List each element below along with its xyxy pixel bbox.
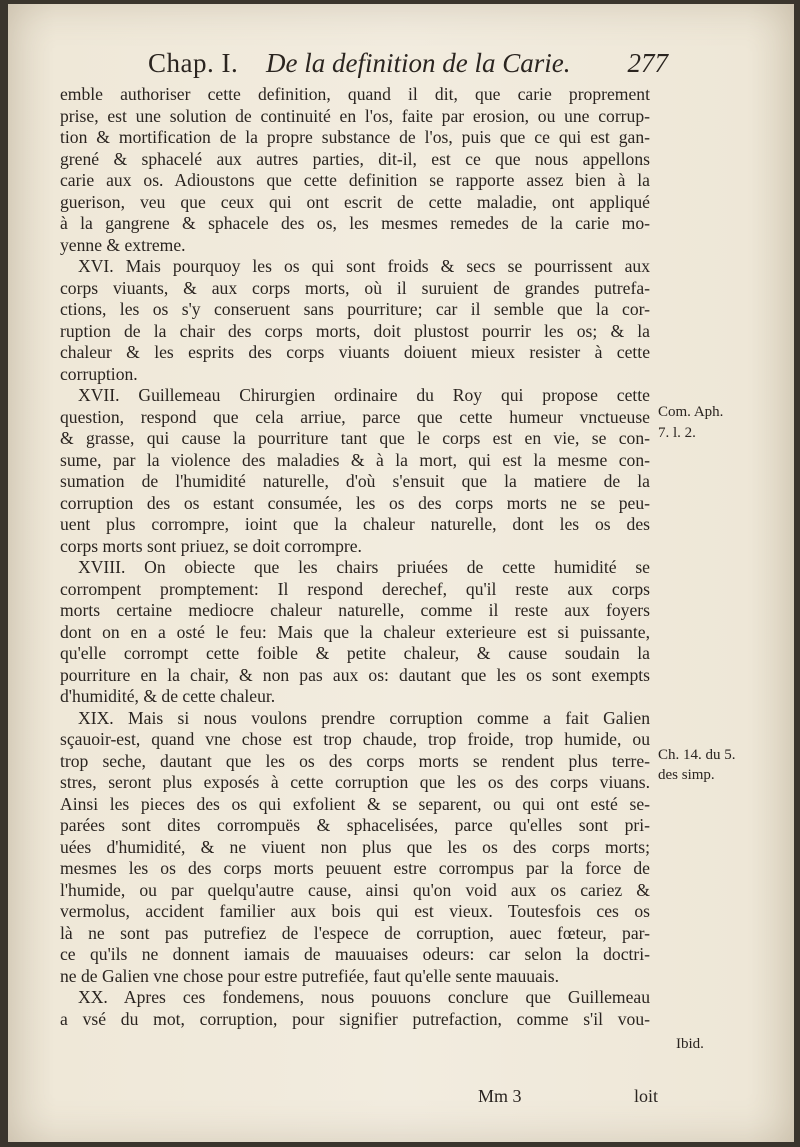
text-line: mesmes les os des corps morts peuuent estre corrompus par la force de xyxy=(60,858,650,878)
text-line: vermolus, accident familier aux bois qui est vieux. Toutesfois ces os xyxy=(60,901,650,921)
text-line: corrompent promptement: Il respond derechef, qu'il reste aux corps xyxy=(60,578,650,599)
text-line: dont on en a osté le feu: Mais que la chaleur exterieure est si puissante, xyxy=(60,621,650,642)
text-line: l'humide, ou par quelqu'autre cause, ainsi qu'on void aux os cariez & xyxy=(60,879,650,900)
paragraph-start: XVI. Mais pourquoy les os qui sont froids & secs se pourrissent aux xyxy=(78,256,650,276)
text-line: guerison, veu que ceux qui ont escrit de cette maladie, ont appliqué xyxy=(60,191,650,212)
text-line: question, respond que cela arriue, parce que cette humeur vnctueuse xyxy=(60,406,650,427)
text-line: corruption des os estant consumée, les os des corps morts ne se peu- xyxy=(60,492,650,513)
text-line: trop seche, dautant que les os des corps morts se rendent plus terre- xyxy=(60,750,650,771)
signature-mark: Mm 3 xyxy=(478,1086,522,1106)
chapter-label: Chap. I. xyxy=(148,48,239,78)
text-line: qu'elle corrompt cette foible & petite chaleur, & cause soudain la xyxy=(60,643,650,663)
margin-note: Ch. 14. du 5. xyxy=(658,747,736,763)
text-line: grené & sphacelé aux autres parties, dit-il, est ce que nous appellons xyxy=(60,148,650,169)
text-line: d'humidité, & de cette chaleur. xyxy=(60,686,276,706)
text-line: stres, seront plus exposés à cette corruption que les os des corps viuans. xyxy=(60,772,650,792)
text-line: corruption. xyxy=(60,363,138,384)
body-text xyxy=(60,84,650,1030)
text-line: corps morts sont priuez, se doit corrompre. xyxy=(60,535,362,556)
text-line: prise, est une solution de continuité en l'os, faite par erosion, ou une corrup- xyxy=(60,105,650,126)
margin-note: Ibid. xyxy=(676,1036,704,1052)
text-line: chaleur & les esprits des corps viuants doiuent mieux resister à cette xyxy=(60,342,650,362)
running-header xyxy=(148,46,668,84)
text-line: là ne sont pas putrefiez de l'espece de corruption, auec fœteur, par- xyxy=(60,922,650,943)
text-line: ce qu'ils ne donnent iamais de mauuaises odeurs: car selon la doctri- xyxy=(60,944,650,964)
text-line: corps viuants, & aux corps morts, où il suruient de grandes putrefa- xyxy=(60,277,650,298)
text-line: a vsé du mot, corruption, pour signifier putrefaction, comme s'il vou- xyxy=(60,1008,650,1029)
chapter-title: De la definition de la Carie. xyxy=(266,48,571,78)
text-line: uent plus corrompre, ioint que la chaleur naturelle, dont les os des xyxy=(60,514,650,534)
text-line: sumation de l'humidité naturelle, d'où s'ensuit que la matiere de la xyxy=(60,471,650,491)
text-line: Ainsi les pieces des os qui exfolient & se separent, ou qui ont esté se- xyxy=(60,793,650,814)
text-line: sçauoir-est, quand vne chose est trop chaude, trop froide, trop humide, ou xyxy=(60,729,650,749)
page-number: 277 xyxy=(627,48,668,78)
text-line: sume, par la violence des maladies & à la mort, qui est la mesme con- xyxy=(60,449,650,470)
text-line: pourriture en la chair, & non pas aux os: dautant que les os sont exempts xyxy=(60,664,650,685)
text-line: & grasse, qui cause la pourriture tant que le corps est en vie, se con- xyxy=(60,428,650,448)
catchword: loit xyxy=(633,1086,658,1106)
margin-note: 7. l. 2. xyxy=(658,425,696,441)
book-page xyxy=(8,4,794,1142)
paragraph-start: XIX. Mais si nous voulons prendre corruption comme a fait Galien xyxy=(78,707,650,728)
text-line: ruption de la chair des corps morts, doit plustost pourrir les os; & la xyxy=(60,320,650,341)
text-line: ctions, les os s'y conseruent sans pourriture; car il semble que la cor- xyxy=(60,299,650,319)
text-line: uées d'humidité, & ne viuent non plus que les os des corps morts; xyxy=(60,836,650,857)
paragraph-start: XVII. Guillemeau Chirurgien ordinaire du Roy qui propose cette xyxy=(78,385,650,405)
paragraph-start: XVIII. On obiecte que les chairs priuées de cette humidité se xyxy=(78,557,650,577)
text-line: tion & mortification de la propre substance de l'os, puis que ce qui est gan- xyxy=(60,127,650,147)
paragraph-start: XX. Apres ces fondemens, nous pouuons conclure que Guillemeau xyxy=(78,987,650,1007)
text-line: parées sont dites corrompuës & sphacelisées, parce qu'elles sont pri- xyxy=(60,815,650,835)
text-line: carie aux os. Adioustons que cette definition se rapporte assez bien à la xyxy=(60,170,650,190)
text-line: à la gangrene & sphacele des os, les mesmes remedes de la carie mo- xyxy=(60,213,650,233)
margin-note: Com. Aph. xyxy=(658,404,724,420)
margin-note: des simp. xyxy=(658,767,715,783)
text-line: emble authoriser cette definition, quand il dit, que carie proprement xyxy=(60,84,650,104)
text-line: ne de Galien vne chose pour estre putrefiée, faut qu'elle sente mauuais. xyxy=(60,965,560,986)
text-line: yenne & extreme. xyxy=(60,234,186,255)
text-line: morts certaine mediocre chaleur naturelle, comme il reste aux foyers xyxy=(60,600,650,620)
page-footer xyxy=(478,1086,658,1114)
